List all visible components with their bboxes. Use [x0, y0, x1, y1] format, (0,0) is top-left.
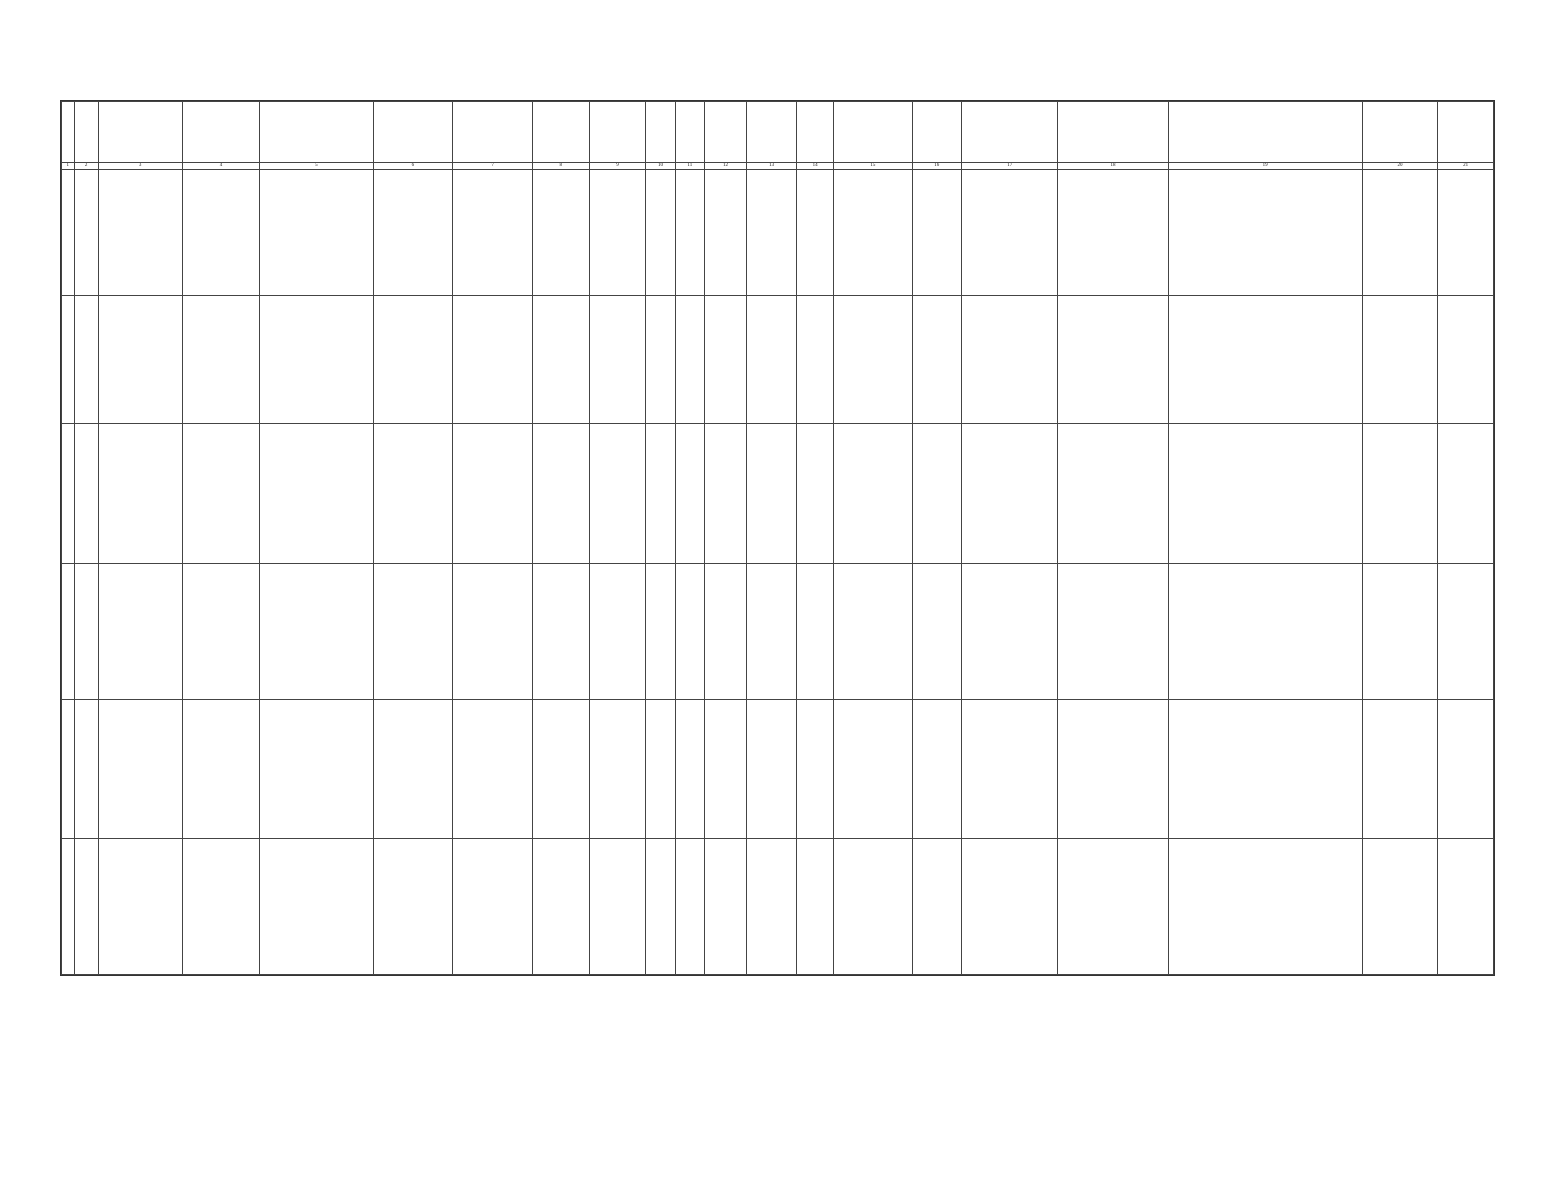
- table-cell: [704, 700, 746, 839]
- table-cell: [797, 296, 834, 424]
- table-cell: [704, 296, 746, 424]
- table-cell: [589, 424, 646, 564]
- table-cell: [1438, 564, 1494, 700]
- table-cell: [797, 170, 834, 296]
- column-number: 11: [675, 163, 704, 170]
- table-cell: [746, 839, 796, 975]
- column-header: [74, 102, 98, 163]
- table-cell: [98, 170, 182, 296]
- table-cell: [646, 424, 675, 564]
- column-header: [912, 102, 961, 163]
- column-number: 9: [589, 163, 646, 170]
- table-cell: [1362, 170, 1438, 296]
- column-header: [961, 102, 1058, 163]
- table-cell: [912, 296, 961, 424]
- registry-body: [62, 170, 1494, 975]
- table-cell: [532, 170, 589, 296]
- column-number: 12: [704, 163, 746, 170]
- table-cell: [1058, 296, 1168, 424]
- column-header: [532, 102, 589, 163]
- column-number: 7: [453, 163, 533, 170]
- table-cell: [98, 564, 182, 700]
- table-row: [62, 424, 1494, 564]
- table-cell: [373, 839, 453, 975]
- table-cell: [453, 424, 533, 564]
- table-cell: [1438, 170, 1494, 296]
- table-cell: [1058, 839, 1168, 975]
- table-cell: [961, 839, 1058, 975]
- column-header: [1362, 102, 1438, 163]
- table-cell: [1362, 424, 1438, 564]
- table-cell: [532, 839, 589, 975]
- table-cell: [1438, 296, 1494, 424]
- column-header: [589, 102, 646, 163]
- table-cell: [532, 700, 589, 839]
- column-number: 5: [260, 163, 373, 170]
- table-cell: [260, 839, 373, 975]
- table-cell: [912, 839, 961, 975]
- table-cell: [646, 564, 675, 700]
- table-cell: [1058, 424, 1168, 564]
- table-cell: [62, 564, 75, 700]
- column-header: [260, 102, 373, 163]
- column-number: 17: [961, 163, 1058, 170]
- column-number: 2: [74, 163, 98, 170]
- table-cell: [98, 424, 182, 564]
- table-cell: [1058, 700, 1168, 839]
- column-number: 15: [833, 163, 912, 170]
- column-header: [182, 102, 260, 163]
- column-header: [1058, 102, 1168, 163]
- column-header: [453, 102, 533, 163]
- column-number: 18: [1058, 163, 1168, 170]
- table-cell: [675, 170, 704, 296]
- column-number: 8: [532, 163, 589, 170]
- column-number: 19: [1168, 163, 1362, 170]
- table-row: [62, 296, 1494, 424]
- table-cell: [1362, 700, 1438, 839]
- table-cell: [1058, 564, 1168, 700]
- table-row: [62, 839, 1494, 975]
- table-cell: [833, 296, 912, 424]
- table-cell: [646, 700, 675, 839]
- table-cell: [182, 700, 260, 839]
- table-cell: [912, 564, 961, 700]
- table-cell: [1168, 700, 1362, 839]
- table-cell: [704, 564, 746, 700]
- column-header: [98, 102, 182, 163]
- table-cell: [373, 170, 453, 296]
- table-cell: [182, 839, 260, 975]
- column-number-row: [62, 163, 1494, 170]
- table-cell: [833, 700, 912, 839]
- table-cell: [1168, 564, 1362, 700]
- table-cell: [98, 296, 182, 424]
- registry-sheet: [60, 100, 1495, 976]
- table-cell: [833, 839, 912, 975]
- table-cell: [1168, 839, 1362, 975]
- table-cell: [1058, 170, 1168, 296]
- table-cell: [453, 170, 533, 296]
- table-cell: [912, 170, 961, 296]
- table-cell: [1168, 296, 1362, 424]
- table-cell: [182, 564, 260, 700]
- table-cell: [260, 170, 373, 296]
- column-number: 16: [912, 163, 961, 170]
- table-cell: [62, 424, 75, 564]
- column-header: [675, 102, 704, 163]
- table-cell: [260, 296, 373, 424]
- table-cell: [182, 424, 260, 564]
- table-cell: [62, 170, 75, 296]
- column-header: [373, 102, 453, 163]
- table-cell: [589, 564, 646, 700]
- table-cell: [1168, 170, 1362, 296]
- table-cell: [532, 296, 589, 424]
- column-number: 14: [797, 163, 834, 170]
- column-header: [833, 102, 912, 163]
- table-cell: [373, 700, 453, 839]
- column-header: [62, 102, 75, 163]
- table-cell: [260, 424, 373, 564]
- table-cell: [532, 564, 589, 700]
- table-cell: [704, 839, 746, 975]
- table-cell: [675, 839, 704, 975]
- table-cell: [1438, 424, 1494, 564]
- header-row: [62, 102, 1494, 163]
- table-cell: [912, 700, 961, 839]
- table-cell: [98, 839, 182, 975]
- table-cell: [589, 839, 646, 975]
- table-cell: [961, 296, 1058, 424]
- table-cell: [675, 700, 704, 839]
- table-cell: [1168, 424, 1362, 564]
- table-cell: [589, 170, 646, 296]
- table-cell: [961, 424, 1058, 564]
- table-cell: [74, 296, 98, 424]
- column-number: 3: [98, 163, 182, 170]
- table-row: [62, 564, 1494, 700]
- table-cell: [961, 700, 1058, 839]
- table-cell: [182, 296, 260, 424]
- table-cell: [74, 700, 98, 839]
- table-cell: [74, 839, 98, 975]
- table-cell: [675, 424, 704, 564]
- column-number: 13: [746, 163, 796, 170]
- table-cell: [1362, 839, 1438, 975]
- column-header: [746, 102, 796, 163]
- table-cell: [62, 839, 75, 975]
- table-cell: [589, 296, 646, 424]
- table-cell: [746, 296, 796, 424]
- column-number: 10: [646, 163, 675, 170]
- table-cell: [182, 170, 260, 296]
- table-cell: [833, 564, 912, 700]
- table-cell: [532, 424, 589, 564]
- table-cell: [589, 700, 646, 839]
- table-cell: [746, 564, 796, 700]
- table-cell: [704, 170, 746, 296]
- table-cell: [74, 564, 98, 700]
- table-cell: [797, 700, 834, 839]
- table-row: [62, 170, 1494, 296]
- table-cell: [1362, 564, 1438, 700]
- table-cell: [961, 170, 1058, 296]
- table-cell: [260, 700, 373, 839]
- column-number: 20: [1362, 163, 1438, 170]
- table-cell: [746, 424, 796, 564]
- table-cell: [453, 839, 533, 975]
- table-cell: [704, 424, 746, 564]
- column-header: [797, 102, 834, 163]
- column-number: 21: [1438, 163, 1494, 170]
- table-cell: [646, 296, 675, 424]
- table-cell: [453, 700, 533, 839]
- table-cell: [797, 424, 834, 564]
- table-cell: [1362, 296, 1438, 424]
- column-header: [646, 102, 675, 163]
- column-number: 4: [182, 163, 260, 170]
- table-cell: [1438, 700, 1494, 839]
- table-cell: [746, 170, 796, 296]
- column-header: [704, 102, 746, 163]
- table-cell: [833, 424, 912, 564]
- table-cell: [1438, 839, 1494, 975]
- table-cell: [74, 424, 98, 564]
- table-cell: [373, 564, 453, 700]
- registry-table: [61, 101, 1494, 975]
- table-cell: [797, 564, 834, 700]
- table-cell: [260, 564, 373, 700]
- column-header: [1438, 102, 1494, 163]
- table-cell: [62, 700, 75, 839]
- table-cell: [98, 700, 182, 839]
- table-cell: [675, 296, 704, 424]
- table-cell: [453, 296, 533, 424]
- table-cell: [833, 170, 912, 296]
- table-cell: [675, 564, 704, 700]
- column-header: [1168, 102, 1362, 163]
- table-cell: [373, 296, 453, 424]
- table-cell: [746, 700, 796, 839]
- page-top-mark: [773, 0, 779, 6]
- table-cell: [797, 839, 834, 975]
- column-number: 1: [62, 163, 75, 170]
- table-row: [62, 700, 1494, 839]
- table-cell: [646, 839, 675, 975]
- table-cell: [961, 564, 1058, 700]
- table-cell: [453, 564, 533, 700]
- column-number: 6: [373, 163, 453, 170]
- table-cell: [646, 170, 675, 296]
- table-cell: [74, 170, 98, 296]
- table-cell: [62, 296, 75, 424]
- table-cell: [912, 424, 961, 564]
- table-cell: [373, 424, 453, 564]
